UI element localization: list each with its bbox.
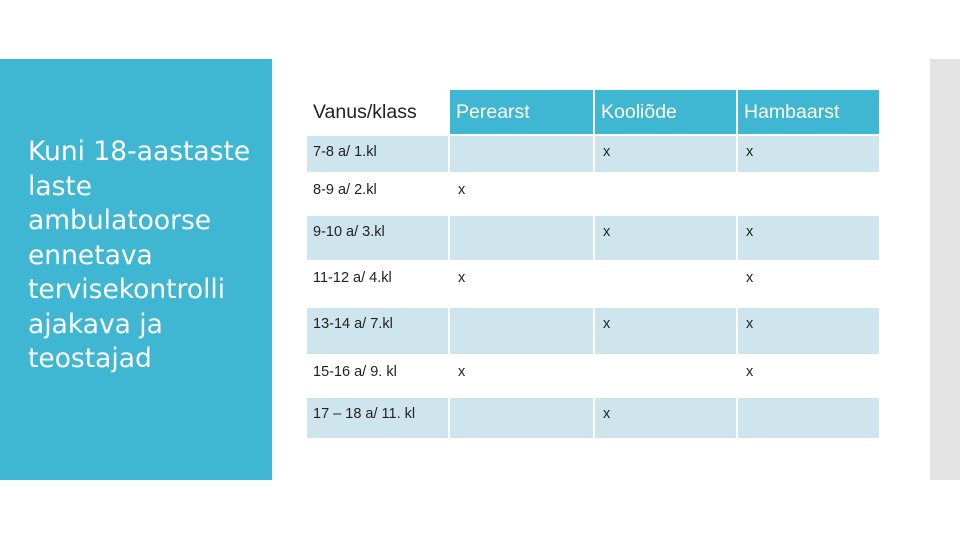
age-cell: 11-12 a/ 4.kl [306,261,449,307]
schedule-table [305,88,881,440]
table-row [306,215,880,261]
header-age-class: Vanus/klass [306,89,449,135]
dentist-cell: x [737,135,880,173]
school-nurse-cell: x [594,215,737,261]
table-row [306,355,880,397]
school-nurse-cell [594,173,737,215]
header-school-nurse: Kooliõde [594,89,737,135]
dentist-cell [737,173,880,215]
right-edge-strip [930,59,960,480]
header-dentist: Hambaarst [737,89,880,135]
dentist-cell: x [737,261,880,307]
slide-title: Kuni 18-aastaste laste ambulatoorse ennetava tervisekontrolli ajakava ja teostajad [28,136,251,374]
age-cell: 8-9 a/ 2.kl [306,173,449,215]
table-row [306,135,880,173]
age-cell: 17 – 18 a/ 11. kl [306,397,449,439]
family-doctor-cell: x [449,355,594,397]
school-nurse-cell: x [594,307,737,355]
table-row [306,261,880,307]
family-doctor-cell: x [449,173,594,215]
age-cell: 7-8 a/ 1.kl [306,135,449,173]
dentist-cell: x [737,215,880,261]
age-cell: 13-14 a/ 7.kl [306,307,449,355]
table-row [306,173,880,215]
table-row [306,307,880,355]
dentist-cell: x [737,307,880,355]
school-nurse-cell: x [594,135,737,173]
family-doctor-cell [449,307,594,355]
school-nurse-cell [594,261,737,307]
age-cell: 9-10 a/ 3.kl [306,215,449,261]
dentist-cell [737,397,880,439]
age-cell: 15-16 a/ 9. kl [306,355,449,397]
table-row [306,397,880,439]
table-header-row [306,89,880,135]
family-doctor-cell: x [449,261,594,307]
school-nurse-cell [594,355,737,397]
family-doctor-cell [449,135,594,173]
family-doctor-cell [449,215,594,261]
family-doctor-cell [449,397,594,439]
school-nurse-cell: x [594,397,737,439]
dentist-cell: x [737,355,880,397]
header-family-doctor: Perearst [449,89,594,135]
